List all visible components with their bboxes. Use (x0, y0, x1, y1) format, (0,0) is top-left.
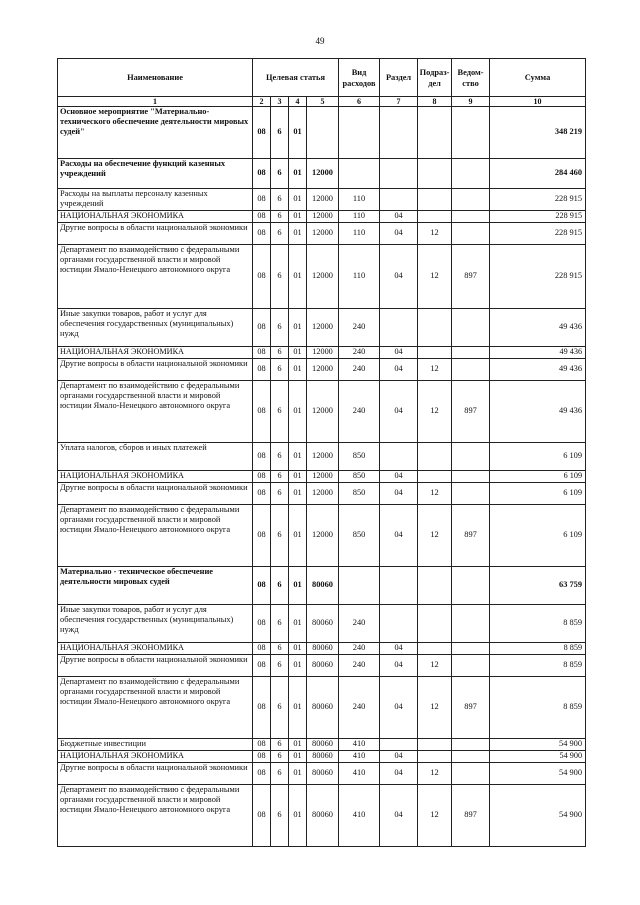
cell-department (452, 751, 490, 763)
cell-program: 08 (253, 655, 271, 677)
cell-subsection: 12 (418, 505, 452, 567)
cell-direction: 12000 (307, 359, 339, 381)
cell-subprogram: 6 (271, 655, 289, 677)
cell-main-measure: 01 (289, 381, 307, 443)
table-row (58, 567, 586, 605)
cell-subprogram: 6 (271, 483, 289, 505)
cell-name: НАЦИОНАЛЬНАЯ ЭКОНОМИКА (58, 347, 253, 359)
cell-section: 04 (380, 505, 418, 567)
cell-subsection: 12 (418, 223, 452, 245)
cell-expense-type: 110 (339, 189, 380, 211)
cell-subsection (418, 605, 452, 643)
cell-main-measure: 01 (289, 483, 307, 505)
cell-name: НАЦИОНАЛЬНАЯ ЭКОНОМИКА (58, 751, 253, 763)
cell-program: 08 (253, 107, 271, 159)
cell-direction: 12000 (307, 245, 339, 309)
cell-direction: 12000 (307, 159, 339, 189)
table-row (58, 751, 586, 763)
cell-main-measure: 01 (289, 347, 307, 359)
cell-section: 04 (380, 785, 418, 847)
cell-name: Департамент по взаимодействию с федеральными органами государственной власти и мировой юстиции Ямало-Ненецкого автономного округа (58, 785, 253, 847)
cell-department (452, 189, 490, 211)
cell-name: Основное мероприятие "Материально-технического обеспечение деятельности мировых судей" (58, 107, 253, 159)
cell-expense-type (339, 107, 380, 159)
cell-department (452, 347, 490, 359)
header-section: Раздел (380, 59, 418, 97)
table-row (58, 483, 586, 505)
cell-amount: 6 109 (490, 483, 586, 505)
cell-section: 04 (380, 359, 418, 381)
cell-amount: 6 109 (490, 505, 586, 567)
cell-name: НАЦИОНАЛЬНАЯ ЭКОНОМИКА (58, 471, 253, 483)
cell-expense-type: 850 (339, 443, 380, 471)
cell-subprogram: 6 (271, 309, 289, 347)
cell-subprogram: 6 (271, 245, 289, 309)
cell-amount: 49 436 (490, 309, 586, 347)
cell-subsection (418, 211, 452, 223)
cell-program: 08 (253, 643, 271, 655)
cell-section: 04 (380, 471, 418, 483)
table-body (58, 59, 586, 847)
cell-name: Другие вопросы в области национальной экономики (58, 655, 253, 677)
col-num: 4 (289, 97, 307, 107)
header-amount: Сумма (490, 59, 586, 97)
cell-main-measure: 01 (289, 309, 307, 347)
table-row (58, 381, 586, 443)
cell-subsection (418, 751, 452, 763)
cell-department: 897 (452, 505, 490, 567)
cell-department: 897 (452, 677, 490, 739)
cell-direction: 12000 (307, 471, 339, 483)
cell-section (380, 309, 418, 347)
header-subsection: Подраз- дел (418, 59, 452, 97)
cell-subsection (418, 107, 452, 159)
cell-department (452, 483, 490, 505)
cell-subprogram: 6 (271, 211, 289, 223)
cell-name: Уплата налогов, сборов и иных платежей (58, 443, 253, 471)
column-numbers-row (58, 97, 586, 107)
cell-main-measure: 01 (289, 567, 307, 605)
cell-expense-type: 240 (339, 655, 380, 677)
cell-program: 08 (253, 347, 271, 359)
table-row (58, 605, 586, 643)
cell-section: 04 (380, 751, 418, 763)
cell-amount: 63 759 (490, 567, 586, 605)
cell-direction: 80060 (307, 567, 339, 605)
cell-program: 08 (253, 189, 271, 211)
cell-main-measure: 01 (289, 359, 307, 381)
cell-program: 08 (253, 567, 271, 605)
cell-name: Иные закупки товаров, работ и услуг для обеспечения государственных (муниципальных) нужд (58, 605, 253, 643)
cell-subprogram: 6 (271, 751, 289, 763)
cell-expense-type: 240 (339, 359, 380, 381)
col-num: 2 (253, 97, 271, 107)
cell-department (452, 443, 490, 471)
table-row (58, 359, 586, 381)
cell-expense-type: 110 (339, 211, 380, 223)
cell-name: Департамент по взаимодействию с федеральными органами государственной власти и мировой юстиции Ямало-Ненецкого автономного округа (58, 505, 253, 567)
cell-department (452, 107, 490, 159)
cell-amount: 49 436 (490, 381, 586, 443)
cell-section: 04 (380, 483, 418, 505)
table-row (58, 471, 586, 483)
cell-name: Материально - техническое обеспечение деятельности мировых судей (58, 567, 253, 605)
cell-main-measure: 01 (289, 763, 307, 785)
col-num: 7 (380, 97, 418, 107)
cell-main-measure: 01 (289, 739, 307, 751)
cell-subsection: 12 (418, 381, 452, 443)
cell-subsection: 12 (418, 483, 452, 505)
cell-subprogram: 6 (271, 381, 289, 443)
cell-subprogram: 6 (271, 763, 289, 785)
header-department: Ведом- ство (452, 59, 490, 97)
cell-main-measure: 01 (289, 677, 307, 739)
cell-expense-type: 410 (339, 763, 380, 785)
cell-expense-type (339, 567, 380, 605)
cell-subprogram: 6 (271, 677, 289, 739)
cell-expense-type: 850 (339, 483, 380, 505)
cell-main-measure: 01 (289, 643, 307, 655)
cell-main-measure: 01 (289, 189, 307, 211)
cell-department (452, 567, 490, 605)
cell-amount: 6 109 (490, 471, 586, 483)
cell-name: НАЦИОНАЛЬНАЯ ЭКОНОМИКА (58, 643, 253, 655)
cell-subprogram: 6 (271, 189, 289, 211)
cell-program: 08 (253, 505, 271, 567)
cell-section: 04 (380, 211, 418, 223)
table-row (58, 245, 586, 309)
col-num: 10 (490, 97, 586, 107)
cell-expense-type: 240 (339, 381, 380, 443)
cell-expense-type: 240 (339, 347, 380, 359)
table-row (58, 763, 586, 785)
cell-department: 897 (452, 245, 490, 309)
cell-amount: 6 109 (490, 443, 586, 471)
cell-department (452, 471, 490, 483)
cell-subprogram: 6 (271, 471, 289, 483)
cell-section (380, 159, 418, 189)
cell-subsection (418, 347, 452, 359)
cell-amount: 348 219 (490, 107, 586, 159)
cell-program: 08 (253, 483, 271, 505)
cell-amount: 49 436 (490, 359, 586, 381)
cell-program: 08 (253, 211, 271, 223)
cell-direction: 80060 (307, 677, 339, 739)
cell-main-measure: 01 (289, 471, 307, 483)
cell-subsection (418, 739, 452, 751)
cell-department (452, 223, 490, 245)
cell-direction: 12000 (307, 505, 339, 567)
cell-direction: 80060 (307, 643, 339, 655)
cell-program: 08 (253, 381, 271, 443)
cell-subsection (418, 567, 452, 605)
col-num: 3 (271, 97, 289, 107)
cell-direction: 12000 (307, 309, 339, 347)
cell-subsection (418, 643, 452, 655)
cell-main-measure: 01 (289, 785, 307, 847)
cell-program: 08 (253, 309, 271, 347)
cell-amount: 54 900 (490, 785, 586, 847)
cell-subprogram: 6 (271, 739, 289, 751)
cell-amount: 228 915 (490, 223, 586, 245)
cell-section: 04 (380, 245, 418, 309)
cell-main-measure: 01 (289, 655, 307, 677)
cell-direction: 12000 (307, 381, 339, 443)
cell-amount: 8 859 (490, 643, 586, 655)
cell-main-measure: 01 (289, 605, 307, 643)
cell-department (452, 763, 490, 785)
cell-section (380, 107, 418, 159)
cell-department: 897 (452, 785, 490, 847)
table-row (58, 643, 586, 655)
cell-subsection (418, 189, 452, 211)
cell-direction: 12000 (307, 347, 339, 359)
cell-section: 04 (380, 223, 418, 245)
cell-direction: 80060 (307, 751, 339, 763)
cell-direction: 12000 (307, 483, 339, 505)
cell-name: Другие вопросы в области национальной экономики (58, 359, 253, 381)
cell-department (452, 605, 490, 643)
table-row (58, 159, 586, 189)
cell-name: Расходы на обеспечение функций казенных учреждений (58, 159, 253, 189)
cell-name: Департамент по взаимодействию с федеральными органами государственной власти и мировой юстиции Ямало-Ненецкого автономного округа (58, 381, 253, 443)
cell-subprogram: 6 (271, 159, 289, 189)
header-name: Наименование (58, 59, 253, 97)
header-row (58, 59, 586, 97)
cell-department (452, 159, 490, 189)
cell-direction: 12000 (307, 211, 339, 223)
budget-table (57, 58, 586, 847)
cell-subsection (418, 471, 452, 483)
cell-subsection (418, 443, 452, 471)
cell-subprogram: 6 (271, 443, 289, 471)
table-row (58, 443, 586, 471)
cell-subsection: 12 (418, 245, 452, 309)
cell-section (380, 605, 418, 643)
col-num: 5 (307, 97, 339, 107)
cell-section: 04 (380, 655, 418, 677)
table-row (58, 739, 586, 751)
cell-expense-type: 240 (339, 309, 380, 347)
cell-expense-type: 410 (339, 785, 380, 847)
cell-subsection (418, 309, 452, 347)
table-row (58, 223, 586, 245)
col-num: 8 (418, 97, 452, 107)
cell-subprogram: 6 (271, 505, 289, 567)
page-number: 49 (315, 36, 325, 46)
cell-subprogram: 6 (271, 643, 289, 655)
cell-expense-type: 240 (339, 605, 380, 643)
cell-subprogram: 6 (271, 347, 289, 359)
cell-subprogram: 6 (271, 785, 289, 847)
table-row (58, 211, 586, 223)
cell-section (380, 443, 418, 471)
cell-name: Бюджетные инвестиции (58, 739, 253, 751)
cell-main-measure: 01 (289, 751, 307, 763)
cell-department (452, 359, 490, 381)
cell-expense-type: 110 (339, 245, 380, 309)
cell-direction: 80060 (307, 763, 339, 785)
cell-department (452, 655, 490, 677)
cell-name: Департамент по взаимодействию с федеральными органами государственной власти и мировой юстиции Ямало-Ненецкого автономного округа (58, 677, 253, 739)
cell-program: 08 (253, 751, 271, 763)
cell-expense-type: 410 (339, 751, 380, 763)
cell-main-measure: 01 (289, 107, 307, 159)
cell-department: 897 (452, 381, 490, 443)
col-num: 1 (58, 97, 253, 107)
col-num: 9 (452, 97, 490, 107)
cell-expense-type: 410 (339, 739, 380, 751)
cell-main-measure: 01 (289, 223, 307, 245)
header-target: Целевая статья (253, 59, 339, 97)
cell-subsection: 12 (418, 677, 452, 739)
cell-amount: 8 859 (490, 605, 586, 643)
cell-amount: 8 859 (490, 677, 586, 739)
cell-name: Департамент по взаимодействию с федеральными органами государственной власти и мировой юстиции Ямало-Ненецкого автономного округа (58, 245, 253, 309)
cell-section (380, 567, 418, 605)
table-row (58, 107, 586, 159)
cell-section: 04 (380, 677, 418, 739)
cell-subsection: 12 (418, 359, 452, 381)
cell-section: 04 (380, 643, 418, 655)
cell-main-measure: 01 (289, 505, 307, 567)
cell-amount: 54 900 (490, 739, 586, 751)
cell-expense-type: 110 (339, 223, 380, 245)
cell-department (452, 309, 490, 347)
cell-program: 08 (253, 359, 271, 381)
cell-direction: 12000 (307, 443, 339, 471)
table-row (58, 785, 586, 847)
cell-subprogram: 6 (271, 567, 289, 605)
cell-subprogram: 6 (271, 605, 289, 643)
cell-direction: 80060 (307, 785, 339, 847)
cell-direction: 80060 (307, 655, 339, 677)
cell-program: 08 (253, 245, 271, 309)
cell-expense-type: 850 (339, 471, 380, 483)
cell-program: 08 (253, 763, 271, 785)
col-num: 6 (339, 97, 380, 107)
cell-amount: 228 915 (490, 245, 586, 309)
cell-amount: 54 900 (490, 751, 586, 763)
cell-name: Другие вопросы в области национальной экономики (58, 763, 253, 785)
cell-amount: 49 436 (490, 347, 586, 359)
cell-name: Другие вопросы в области национальной экономики (58, 483, 253, 505)
cell-amount: 228 915 (490, 189, 586, 211)
cell-department (452, 211, 490, 223)
cell-main-measure: 01 (289, 159, 307, 189)
cell-amount: 54 900 (490, 763, 586, 785)
table-row (58, 505, 586, 567)
cell-name: Иные закупки товаров, работ и услуг для обеспечения государственных (муниципальных) нужд (58, 309, 253, 347)
cell-department (452, 739, 490, 751)
cell-direction: 12000 (307, 189, 339, 211)
cell-program: 08 (253, 443, 271, 471)
cell-direction (307, 107, 339, 159)
cell-department (452, 643, 490, 655)
cell-direction: 80060 (307, 605, 339, 643)
cell-program: 08 (253, 471, 271, 483)
cell-program: 08 (253, 677, 271, 739)
cell-main-measure: 01 (289, 211, 307, 223)
cell-expense-type: 240 (339, 643, 380, 655)
cell-subsection: 12 (418, 785, 452, 847)
cell-expense-type: 850 (339, 505, 380, 567)
cell-amount: 284 460 (490, 159, 586, 189)
table-row (58, 309, 586, 347)
cell-program: 08 (253, 159, 271, 189)
cell-program: 08 (253, 785, 271, 847)
cell-section: 04 (380, 347, 418, 359)
cell-expense-type: 240 (339, 677, 380, 739)
cell-section (380, 189, 418, 211)
cell-program: 08 (253, 739, 271, 751)
cell-program: 08 (253, 223, 271, 245)
cell-direction: 80060 (307, 739, 339, 751)
cell-subprogram: 6 (271, 107, 289, 159)
table-row (58, 655, 586, 677)
cell-program: 08 (253, 605, 271, 643)
table-row (58, 347, 586, 359)
cell-subsection (418, 159, 452, 189)
cell-section: 04 (380, 381, 418, 443)
cell-name: Расходы на выплаты персоналу казенных учреждений (58, 189, 253, 211)
cell-name: НАЦИОНАЛЬНАЯ ЭКОНОМИКА (58, 211, 253, 223)
cell-main-measure: 01 (289, 443, 307, 471)
cell-subsection: 12 (418, 763, 452, 785)
cell-amount: 8 859 (490, 655, 586, 677)
cell-name: Другие вопросы в области национальной экономики (58, 223, 253, 245)
header-expense-type: Вид расходов (339, 59, 380, 97)
cell-expense-type (339, 159, 380, 189)
cell-section (380, 739, 418, 751)
cell-direction: 12000 (307, 223, 339, 245)
cell-subsection: 12 (418, 655, 452, 677)
cell-amount: 228 915 (490, 211, 586, 223)
table-row (58, 189, 586, 211)
cell-section: 04 (380, 763, 418, 785)
cell-subprogram: 6 (271, 359, 289, 381)
cell-subprogram: 6 (271, 223, 289, 245)
cell-main-measure: 01 (289, 245, 307, 309)
table-row (58, 677, 586, 739)
